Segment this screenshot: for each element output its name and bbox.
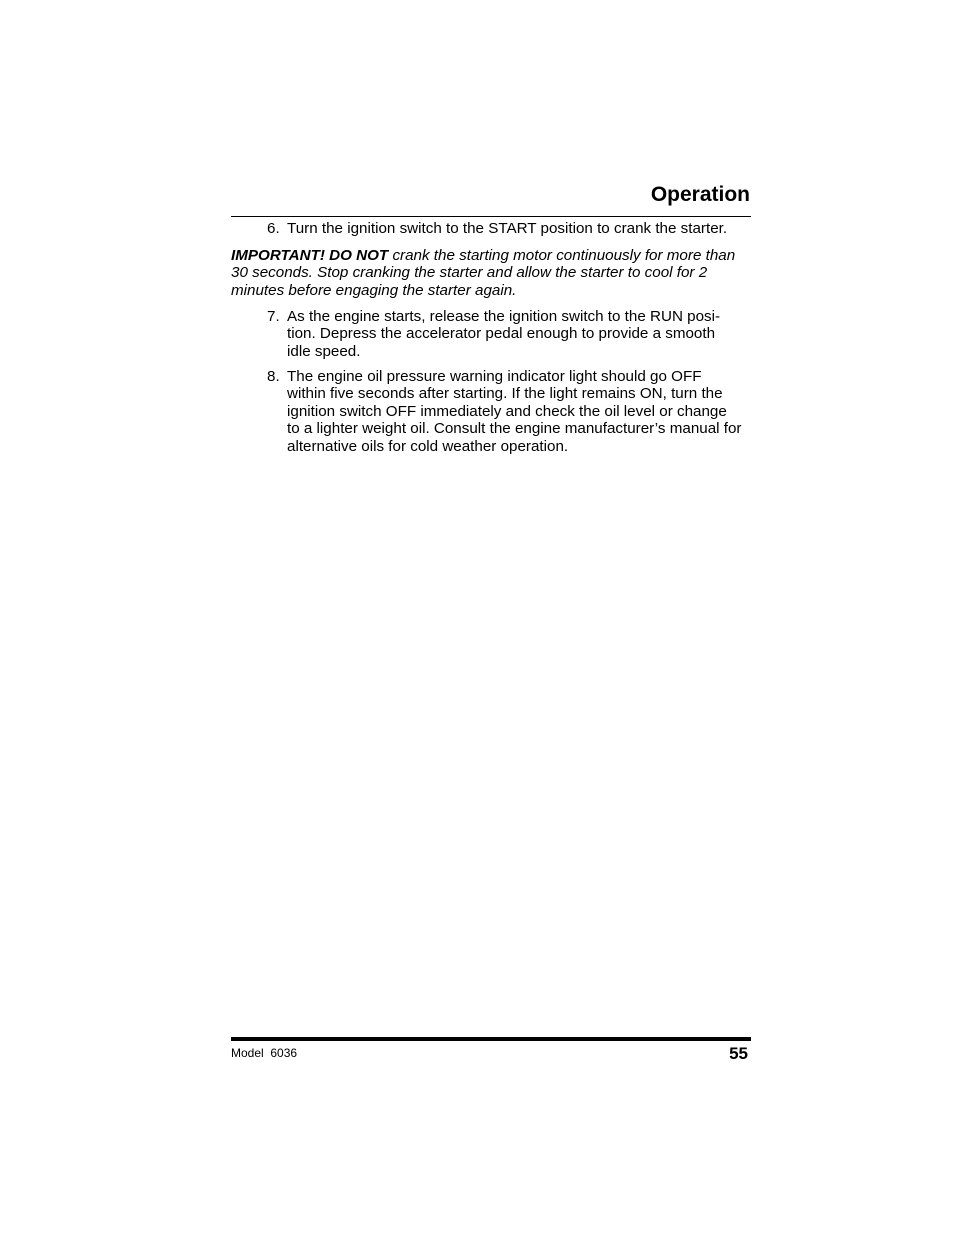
step-line: within five seconds after starting. If the light remains ON, turn the xyxy=(287,385,723,403)
step-text xyxy=(287,220,751,237)
step-line: As the engine starts, release the ignition switch to the RUN posi- xyxy=(287,308,721,325)
step-text xyxy=(287,368,751,455)
note-line xyxy=(231,247,751,264)
important-label: IMPORTANT! DO NOT xyxy=(231,247,389,264)
step-number: 6. xyxy=(267,220,280,237)
note-line: 30 seconds. Stop cranking the starter and allow the starter to cool for 2 xyxy=(231,264,708,282)
header-rule xyxy=(231,216,751,217)
step-7 xyxy=(231,308,751,360)
step-number: 7. xyxy=(267,308,280,325)
note-line: minutes before engaging the starter again. xyxy=(231,281,517,299)
step-line: tion. Depress the accelerator pedal enough to provide a smooth xyxy=(287,325,716,343)
step-number: 8. xyxy=(267,368,280,385)
footer-rule xyxy=(231,1037,751,1041)
step-line: ignition switch OFF immediately and check the oil level or change xyxy=(287,402,727,420)
step-8 xyxy=(231,368,751,455)
step-text xyxy=(287,308,751,360)
footer-model: Model 6036 xyxy=(231,1046,298,1060)
note-text: crank the starting motor continuously for more than xyxy=(388,247,736,264)
step-line: to a lighter weight oil. Consult the engine manufacturer’s manual for xyxy=(287,420,742,438)
step-line: Turn the ignition switch to the START position to crank the starter. xyxy=(287,220,728,237)
page-title: Operation xyxy=(650,183,750,206)
step-line: The engine oil pressure warning indicator light should go OFF xyxy=(287,368,702,385)
page-number: 55 xyxy=(729,1044,748,1063)
step-line: alternative oils for cold weather operation. xyxy=(287,437,569,455)
step-6 xyxy=(231,220,751,237)
important-note xyxy=(231,247,751,299)
step-line: idle speed. xyxy=(287,342,361,360)
